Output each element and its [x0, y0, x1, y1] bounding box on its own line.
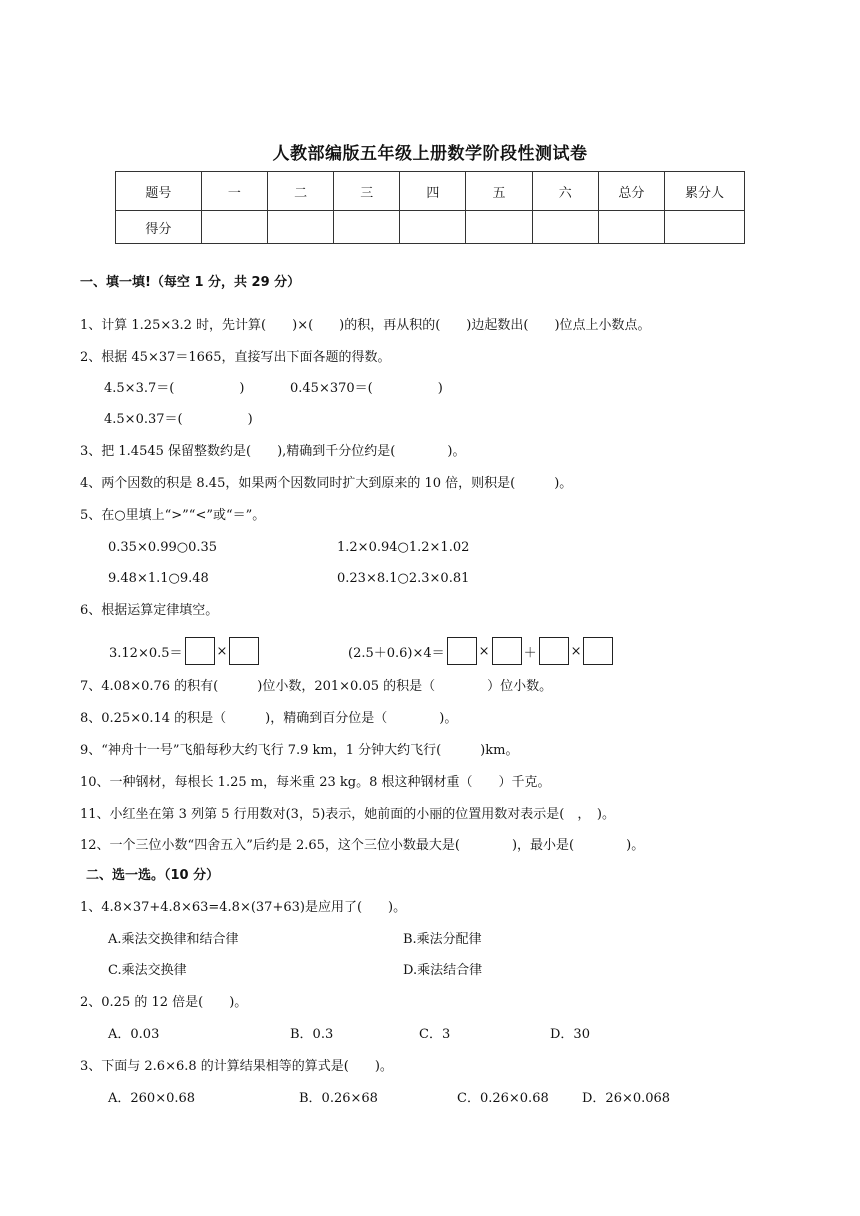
choice-2a[interactable]: A．0.03 [108, 1027, 160, 1042]
choice-question-3: 3、下面与 2.6×6.8 的计算结果相等的算式是( )。 [80, 1059, 393, 1074]
question-5b: 1.2×0.94○1.2×1.02 [337, 540, 470, 555]
question-8: 8、0.25×0.14 的积是（ )，精确到百分位是（ )。 [80, 711, 458, 726]
answer-box[interactable] [185, 637, 215, 665]
question-6: 6、根据运算定律填空。 [80, 603, 219, 618]
choice-1b[interactable]: B.乘法分配律 [403, 932, 482, 947]
choice-question-1: 1、4.8×37+4.8×63=4.8×(37+63)是应用了( )。 [80, 900, 407, 915]
choice-1c[interactable]: C.乘法交换律 [108, 963, 187, 978]
choice-3a[interactable]: A．260×0.68 [108, 1091, 196, 1106]
score-table [115, 171, 745, 244]
question-7: 7、4.08×0.76 的积有( )位小数，201×0.05 的积是（ ）位小数。 [80, 679, 553, 694]
choice-3b[interactable]: B．0.26×68 [299, 1091, 378, 1106]
plus-sign: ＋ [523, 645, 537, 661]
answer-box[interactable] [583, 637, 613, 665]
question-2b: 0.45×370＝( ) [290, 381, 443, 396]
question-12: 12、一个三位小数“四舍五入”后约是 2.65，这个三位小数最大是( )，最小是( )。 [80, 838, 645, 853]
score-input-cell[interactable] [268, 211, 334, 244]
q6b-prefix: (2.5＋0.6)×4＝ [348, 645, 445, 661]
score-table-score-row [116, 211, 745, 244]
question-2a: 4.5×3.7＝( ) [104, 381, 245, 396]
score-cell: 题号 [116, 172, 202, 211]
choice-3d[interactable]: D．26×0.068 [582, 1091, 671, 1106]
score-cell: 得分 [116, 211, 202, 244]
score-input-cell[interactable] [598, 211, 664, 244]
choice-1d[interactable]: D.乘法结合律 [403, 963, 483, 978]
choice-2b[interactable]: B．0.3 [290, 1027, 334, 1042]
section1-heading: 一、填一填!（每空 1 分，共 29 分） [80, 275, 301, 290]
choice-question-2: 2、0.25 的 12 倍是( )。 [80, 995, 248, 1010]
question-6b [347, 636, 614, 666]
score-input-cell[interactable] [334, 211, 400, 244]
score-cell: 五 [466, 172, 532, 211]
score-cell: 二 [268, 172, 334, 211]
score-input-cell[interactable] [466, 211, 532, 244]
score-cell: 六 [532, 172, 598, 211]
question-5d: 0.23×8.1○2.3×0.81 [337, 571, 470, 586]
question-5a: 0.35×0.99○0.35 [108, 540, 218, 555]
score-input-cell[interactable] [532, 211, 598, 244]
choice-1a[interactable]: A.乘法交换律和结合律 [108, 932, 239, 947]
choice-3c[interactable]: C．0.26×0.68 [457, 1091, 549, 1106]
score-cell: 三 [334, 172, 400, 211]
times-sign: × [216, 643, 228, 659]
times-sign: × [478, 643, 490, 659]
score-input-cell[interactable] [400, 211, 466, 244]
question-5c: 9.48×1.1○9.48 [108, 571, 209, 586]
answer-box[interactable] [447, 637, 477, 665]
question-2: 2、根据 45×37＝1665，直接写出下面各题的得数。 [80, 350, 391, 365]
section2-heading: 二、选一选。（10 分） [86, 868, 220, 883]
question-11: 11、小红坐在第 3 列第 5 行用数对(3，5)表示，她前面的小丽的位置用数对表示是( ， )。 [80, 807, 615, 822]
score-cell: 一 [201, 172, 267, 211]
choice-2d[interactable]: D．30 [550, 1027, 590, 1042]
page-title: 人教部编版五年级上册数学阶段性测试卷 [272, 144, 588, 164]
answer-box[interactable] [492, 637, 522, 665]
score-input-cell[interactable] [664, 211, 744, 244]
question-2c: 4.5×0.37＝( ) [104, 412, 253, 427]
score-table-header-row [116, 172, 745, 211]
answer-box[interactable] [229, 637, 259, 665]
question-1: 1、计算 1.25×3.2 时，先计算( )×( )的积，再从积的( )边起数出( )位点上小数点。 [80, 318, 651, 333]
answer-box[interactable] [539, 637, 569, 665]
question-9: 9、“神舟十一号”飞船每秒大约飞行 7.9 km，1 分钟大约飞行( )km。 [80, 743, 519, 758]
score-cell: 累分人 [664, 172, 744, 211]
question-3: 3、把 1.4545 保留整数约是( ),精确到千分位约是( )。 [80, 444, 466, 459]
score-cell: 四 [400, 172, 466, 211]
score-input-cell[interactable] [201, 211, 267, 244]
question-10: 10、一种钢材，每根长 1.25 m，每米重 23 kg。8 根这种钢材重（ ）千克。 [80, 775, 551, 790]
question-5: 5、在○里填上“>”“<”或“＝”。 [80, 508, 266, 523]
question-6a [108, 636, 260, 666]
question-4: 4、两个因数的积是 8.45，如果两个因数同时扩大到原来的 10 倍，则积是( )。 [80, 476, 573, 491]
q6a-prefix: 3.12×0.5＝ [109, 645, 183, 661]
times-sign: × [570, 643, 582, 659]
choice-2c[interactable]: C．3 [419, 1027, 451, 1042]
score-cell: 总分 [598, 172, 664, 211]
